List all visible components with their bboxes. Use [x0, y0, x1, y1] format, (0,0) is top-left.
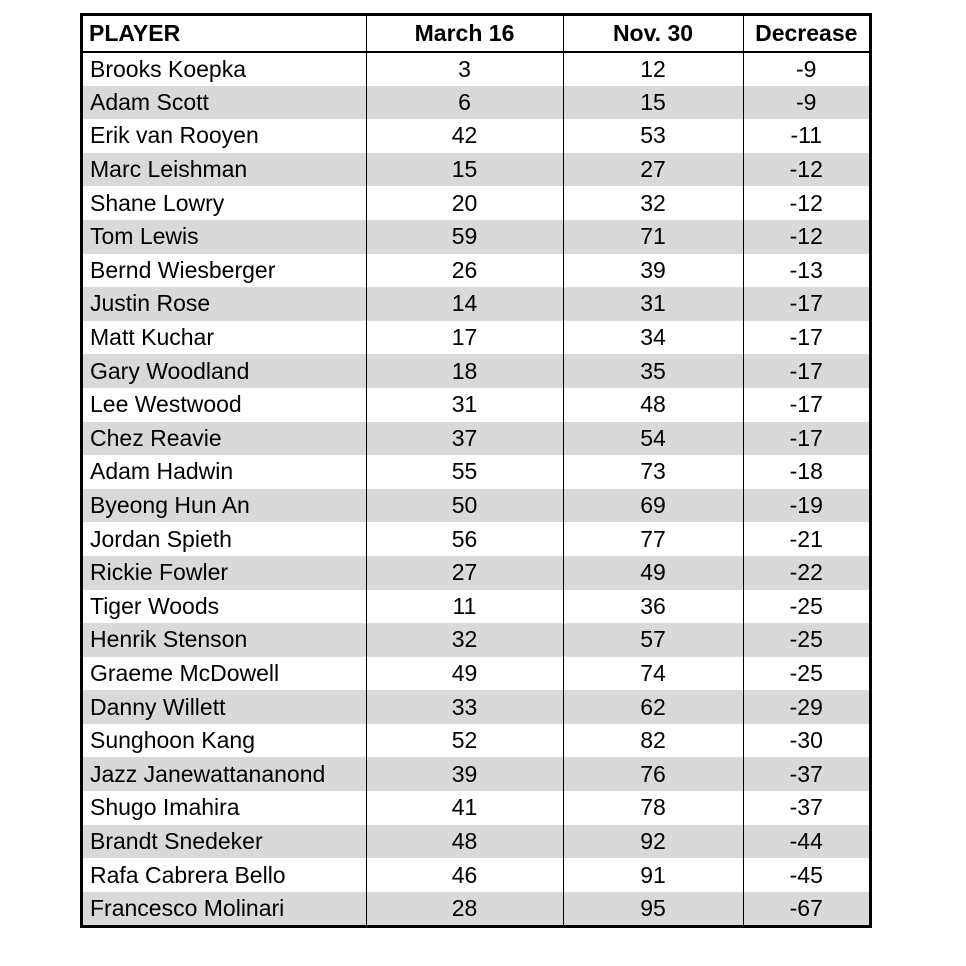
table-row [83, 657, 869, 691]
march-16-cell: 32 [366, 623, 563, 657]
decrease-cell: -17 [743, 354, 869, 388]
table-row [83, 724, 869, 758]
march-16-cell: 55 [366, 455, 563, 489]
table-row [83, 254, 869, 288]
nov-30-cell: 15 [563, 86, 743, 120]
player-cell: Brandt Snedeker [83, 825, 366, 859]
player-cell: Justin Rose [83, 287, 366, 321]
player-cell: Jazz Janewattananond [83, 757, 366, 791]
player-cell: Lee Westwood [90, 391, 242, 418]
nov-30-cell: 77 [563, 522, 743, 556]
table-row [83, 522, 869, 556]
header-row [83, 16, 869, 52]
table-row [83, 153, 869, 187]
table-header [83, 16, 869, 52]
march-16-cell: 18 [366, 354, 563, 388]
table-row [83, 791, 869, 825]
nov-30-cell: 62 [563, 690, 743, 724]
decrease-cell: -67 [743, 892, 869, 926]
nov-30-cell: 73 [563, 455, 743, 489]
decrease-cell: -9 [743, 52, 869, 86]
nov-30-cell: 49 [563, 556, 743, 590]
nov-30-cell: 57 [563, 623, 743, 657]
march-16-cell: 37 [366, 422, 563, 456]
rankings-table [83, 16, 869, 925]
nov-30-cell: 36 [563, 590, 743, 624]
header-march-16: March 16 [366, 16, 563, 52]
table-body [83, 52, 869, 925]
player-cell: Erik van Rooyen [90, 122, 259, 149]
decrease-cell: -12 [743, 220, 869, 254]
nov-30-cell: 12 [563, 52, 743, 86]
table-row [83, 119, 869, 153]
player-cell: Brooks Koepka [90, 55, 246, 82]
decrease-cell: -12 [743, 186, 869, 220]
player-cell: Rickie Fowler [83, 556, 366, 590]
march-16-cell: 41 [366, 791, 563, 825]
table-row [83, 690, 869, 724]
decrease-cell: -17 [743, 321, 869, 355]
player-cell: Matt Kuchar [90, 324, 214, 351]
nov-30-cell: 34 [563, 321, 743, 355]
decrease-cell: -37 [743, 757, 869, 791]
march-16-cell: 31 [366, 388, 563, 422]
table-row [83, 590, 869, 624]
decrease-cell: -44 [743, 825, 869, 859]
march-16-cell: 20 [366, 186, 563, 220]
march-16-cell: 59 [366, 220, 563, 254]
table-row [83, 52, 869, 86]
decrease-cell: -13 [743, 254, 869, 288]
player-cell: Bernd Wiesberger [90, 256, 276, 283]
player-cell: Rafa Cabrera Bello [90, 861, 286, 888]
player-cell: Shane Lowry [90, 189, 225, 216]
nov-30-cell: 69 [563, 489, 743, 523]
player-cell: Byeong Hun An [83, 489, 366, 523]
decrease-cell: -18 [743, 455, 869, 489]
decrease-cell: -37 [743, 791, 869, 825]
nov-30-cell: 92 [563, 825, 743, 859]
march-16-cell: 27 [366, 556, 563, 590]
nov-30-cell: 53 [563, 119, 743, 153]
nov-30-cell: 91 [563, 858, 743, 892]
nov-30-cell: 31 [563, 287, 743, 321]
table-row [83, 455, 869, 489]
rankings-table-frame [80, 13, 872, 928]
march-16-cell: 52 [366, 724, 563, 758]
table-row [83, 388, 869, 422]
march-16-cell: 56 [366, 522, 563, 556]
decrease-cell: -25 [743, 623, 869, 657]
header-decrease: Decrease [743, 16, 869, 52]
march-16-cell: 26 [366, 254, 563, 288]
player-cell: Adam Hadwin [90, 458, 234, 485]
decrease-cell: -9 [743, 86, 869, 120]
nov-30-cell: 54 [563, 422, 743, 456]
player-cell: Danny Willett [83, 690, 366, 724]
table-row [83, 556, 869, 590]
march-16-cell: 33 [366, 690, 563, 724]
march-16-cell: 17 [366, 321, 563, 355]
march-16-cell: 15 [366, 153, 563, 187]
player-cell: Henrik Stenson [83, 623, 366, 657]
nov-30-cell: 78 [563, 791, 743, 825]
player-cell: Jordan Spieth [90, 525, 232, 552]
table-row [83, 321, 869, 355]
march-16-cell: 50 [366, 489, 563, 523]
player-cell: Shugo Imahira [90, 794, 240, 821]
table-row [83, 757, 869, 791]
table-row [83, 858, 869, 892]
decrease-cell: -45 [743, 858, 869, 892]
march-16-cell: 46 [366, 858, 563, 892]
table-row [83, 825, 869, 859]
decrease-cell: -17 [743, 422, 869, 456]
table-row [83, 422, 869, 456]
decrease-cell: -17 [743, 388, 869, 422]
decrease-cell: -30 [743, 724, 869, 758]
table-row [83, 892, 869, 926]
march-16-cell: 48 [366, 825, 563, 859]
nov-30-cell: 39 [563, 254, 743, 288]
player-cell: Marc Leishman [83, 153, 366, 187]
nov-30-cell: 74 [563, 657, 743, 691]
march-16-cell: 42 [366, 119, 563, 153]
nov-30-cell: 27 [563, 153, 743, 187]
nov-30-cell: 48 [563, 388, 743, 422]
table-row [83, 287, 869, 321]
player-cell: Graeme McDowell [90, 659, 280, 686]
table-row [83, 86, 869, 120]
nov-30-cell: 71 [563, 220, 743, 254]
header-player: PLAYER [83, 16, 366, 52]
march-16-cell: 3 [366, 52, 563, 86]
decrease-cell: -25 [743, 590, 869, 624]
decrease-cell: -22 [743, 556, 869, 590]
decrease-cell: -11 [743, 119, 869, 153]
march-16-cell: 39 [366, 757, 563, 791]
decrease-cell: -29 [743, 690, 869, 724]
player-cell: Gary Woodland [83, 354, 366, 388]
nov-30-cell: 76 [563, 757, 743, 791]
table-row [83, 354, 869, 388]
march-16-cell: 14 [366, 287, 563, 321]
player-cell: Adam Scott [83, 86, 366, 120]
header-nov-30: Nov. 30 [563, 16, 743, 52]
decrease-cell: -17 [743, 287, 869, 321]
player-cell: Sunghoon Kang [90, 727, 255, 754]
table-row [83, 186, 869, 220]
march-16-cell: 11 [366, 590, 563, 624]
march-16-cell: 28 [366, 892, 563, 926]
march-16-cell: 6 [366, 86, 563, 120]
nov-30-cell: 32 [563, 186, 743, 220]
player-cell: Tom Lewis [83, 220, 366, 254]
nov-30-cell: 95 [563, 892, 743, 926]
decrease-cell: -19 [743, 489, 869, 523]
table-row [83, 220, 869, 254]
player-cell: Francesco Molinari [83, 892, 366, 926]
decrease-cell: -21 [743, 522, 869, 556]
table-row [83, 489, 869, 523]
decrease-cell: -12 [743, 153, 869, 187]
player-cell: Tiger Woods [90, 592, 220, 619]
nov-30-cell: 35 [563, 354, 743, 388]
table-row [83, 623, 869, 657]
march-16-cell: 49 [366, 657, 563, 691]
nov-30-cell: 82 [563, 724, 743, 758]
player-cell: Chez Reavie [83, 422, 366, 456]
decrease-cell: -25 [743, 657, 869, 691]
